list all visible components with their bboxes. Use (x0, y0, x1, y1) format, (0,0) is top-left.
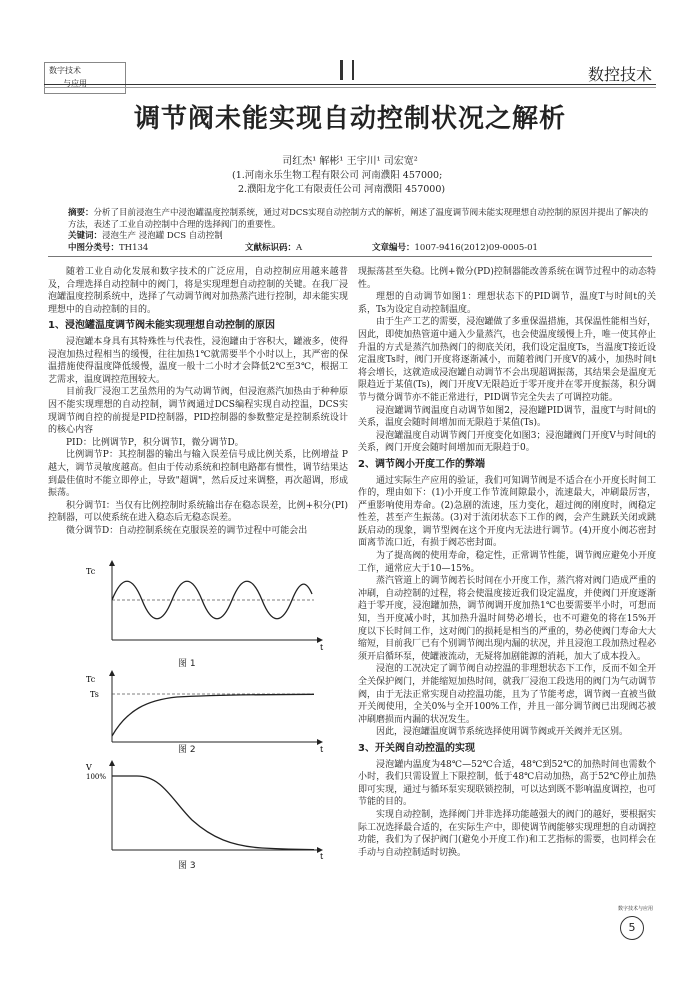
article-title: 调节阀未能实现自动控制状况之解析 (133, 104, 566, 134)
paragraph: 因此，浸泡罐温度调节系统选择使用调节阀或开关阀并无区别。 (376, 727, 629, 738)
paragraph: 蒸汽管道上的调节阀若长时间在小开度工作，蒸汽将对阀门造成严重的冲刷，自动控制的过程，将会使温度接近我们设定温度，并使阀门开度逐渐趋于零开度，浸泡罐加热，调节阀调开度加热1℃也要需要半小时，可想而知，当开度减小时，其加热升温时间势必增长，也不可避免的将在15%开度以下长时间工作，这对阀门的损耗是相当的严重的，势必使阀门寿命大大缩短，目前我厂已有个别调节阀出现内漏的状况，并且浸泡工段加热过程必须开启循环泵，使罐液流动，无疑将加剧能源的消耗，加大了成本投入。 (358, 576, 656, 662)
journal-badge-line1: 数字技术 (49, 66, 81, 75)
figure-1-caption: 图 1 (178, 659, 196, 669)
header-rule (44, 84, 656, 85)
figure-2-plot (82, 670, 332, 752)
section-heading: 2、调节阀小开度工作的弊端 (358, 458, 485, 470)
abstract-text: 分析了目前浸泡生产中浸泡罐温度控制系统，通过对DCS实现自动控制方式的解析，阐述了温度调节阀未能实现理想自动控制的原因并提出了解决的方法，表述了工业自动控制中合理的选择阀门的重要性。 (68, 208, 649, 230)
paragraph: 比例调节P：其控制器的输出与输入误差信号成比例关系，比例增益 P 越大，调节灵敏度越高。但由于传动系统和控制电路都有惯性，调节结果达到最佳值时不能立即停止，导致"超调"，然后反过来调整，再次超调，形成振荡。 (48, 450, 348, 499)
figure-3-caption: 图 3 (178, 861, 196, 871)
paragraph: 理想的自动调节如图1：理想状态下的PID调节，温度T与时间t的关系，Ts为设定自动控制温度。 (358, 292, 656, 315)
keywords (68, 230, 652, 242)
authors: 司红杰¹ 解彬¹ 王宇川¹ 司宏宽² (282, 156, 418, 167)
document-code: 文献标识码：A (245, 243, 303, 253)
header-bar (352, 60, 354, 80)
footer-stamp: 数字技术与应用 (618, 906, 654, 912)
figure-2-setpoint-label: Ts (90, 690, 99, 699)
paragraph: 浸泡罐调节阀温度自动调节如图2，浸泡罐PID调节，温度T与时间t的关系，温度会随时间增加而无限趋于某值(Ts)。 (358, 405, 656, 429)
figure-3-plot (82, 760, 332, 860)
clc-number: 中图分类号：TH134 (68, 243, 149, 253)
paragraph: 随着工业自动化发展和数字技术的广泛应用，自动控制应用越来越普及，合理选择自动控制中的阀门，将是实现理想自动控制的关键。在我厂浸泡罐温度控制系统中，选择了气动调节阀对加热蒸汽进行控制，却未能实现理想中的自动控制的目的。 (48, 267, 348, 315)
abstract (68, 207, 652, 231)
figure-2-caption: 图 2 (178, 745, 196, 755)
figure-2-xlabel: t (320, 745, 324, 752)
affiliation-2: 2.濮阳龙宇化工有限责任公司 河南濮阳 457000) (238, 184, 446, 195)
abstract-divider (48, 256, 652, 257)
keywords-text: 浸泡生产 浸泡罐 DCS 自动控制 (102, 231, 223, 241)
section-heading: 1、浸泡罐温度调节阀未能实现理想自动控制的原因 (48, 320, 275, 332)
y-axis-arrow (109, 670, 115, 676)
figure-1-plot (82, 560, 332, 650)
affiliation-1: (1.河南永乐生物工程有限公司 河南濮阳 457000; (232, 170, 443, 181)
paragraph: 浸泡罐本身具有其特殊性与代表性，浸泡罐由于容积大，罐液多，使得浸泡加热过程相当的缓慢，往往加热1℃就需要半个小时以上，其严密的保温措施使得温度降低缓慢，温度一般十二小时才会降低2℃至3℃，根据工艺需求，温度调控范围较大。 (48, 336, 348, 385)
article-number: 文章编号：1007-9416(2012)09-0005-01 (372, 243, 538, 253)
paragraph: 目前我厂浸泡工艺虽然用的为气动调节阀，但浸泡蒸汽加热由于种种原因不能实现理想的自动控制，调节阀通过DCS编程实现自动控温，DCS实现调节阀自控的前提是PID控制器，PID控制器的参数整定是控制系统设计的核心内容 (48, 387, 348, 436)
keywords-label: 关键词： (68, 231, 103, 241)
paragraph: 通过实际生产应用的验证，我们可知调节阀是不适合在小开度长时间工作的，理由如下：(1)小开度工作节流间隙最小，流速最大，冲刷最厉害，严重影响使用寿命。(2)急剧的流速，压力变化，超过阀的刚度时，阀稳定性差，甚至产生振荡。(3)对于流闭状态下工作的阀，会产生跳跃关闭或跳跃启动的现象，调节型阀在这个开度内无法进行调节。(4)开度小阀芯密封面离节流口近，有损于阀芯密封面。 (358, 475, 656, 549)
abstract-label: 摘要： (68, 208, 94, 218)
left-column (48, 266, 348, 537)
paragraph: 积分调节I：当仅有比例控制时系统输出存在稳态误差，比例+积分(PI)控制器，可以使系统在进入稳态后无稳态误差。 (48, 500, 348, 524)
journal-badge (44, 62, 126, 94)
paragraph: 浸泡罐内温度为48℃—52℃合适，48℃到52℃的加热时间也需数个小时，我们只需设置上下限控制，低于48℃启动加热，高于52℃停止加热即可实现，通过与循环泵实现联锁控制，可以达到既不影响温度调控，也可节能的目的。 (358, 759, 656, 808)
figure-3-ytick: 100% (86, 773, 107, 781)
page-number: 5 (620, 916, 644, 940)
paragraph: 浸泡罐温度自动调节阀门开度变化如图3；浸泡罐阀门开度V与时间t的关系，阀门开度会随时间增加而无限趋于0。 (358, 430, 656, 454)
approach-curve (112, 694, 314, 736)
paragraph: 为了提高阀的使用寿命，稳定性，正常调节性能，调节阀应避免小开度工作，通常应大于10—15%。 (358, 551, 656, 574)
y-axis-arrow (109, 560, 115, 566)
y-axis-arrow (109, 760, 115, 766)
header-bar (340, 60, 343, 80)
figure-1-xlabel: t (320, 643, 324, 650)
section-heading: 3、开关阀自动控温的实现 (358, 742, 475, 754)
figure-3-ylabel: V (86, 763, 92, 772)
right-column (358, 266, 656, 859)
paragraph: 由于生产工艺的需要，浸泡罐做了多重保温措施，其保温性能相当好，因此，即使加热管道中通入少量蒸汽，也会使温度缓慢上升，唯一使其停止升温的方式是蒸汽加热阀门的彻底关闭，我们设定温度Ts，当温度T接近设定温度Ts时，阀门开度将逐渐减小，而随着阀门开度V的减小，加热时间t将会增长，这就造成浸泡罐自动调节不会出现超调振荡，其结果会是温度无限趋近于某值(Ts)，阀门开度V无限趋近于零开度并在零开度振荡，积分调节与微分调节亦不能正常进行，PID调节完全失去了可调控功能。 (358, 317, 656, 403)
section-label: 数控技术 (587, 65, 652, 84)
paragraph: 浸泡的工况决定了调节阀自动控温的非理想状态下工作，反而不如全开全关保护阀门，并能缩短加热时间，就我厂浸泡工段选用的阀门为气动调节阀，由于无法正常实现自动控温功能，且为了节能考虑，调节阀一直被当做开关阀使用，全关0%与全开100%工作，并且一部分调节阀已出现阀芯被冲刷磨损而内漏的状况发生。 (358, 664, 656, 725)
paragraph: 现振荡甚至失稳。比例+微分(PD)控制器能改善系统在调节过程中的动态特性。 (358, 267, 656, 290)
paragraph: 实现自动控制，选择阀门并非选择功能越强大的阀门的越好，要根据实际工况选择最合适的，在实际生产中，即使调节阀能够实现理想的自动调控功能，我们为了保护阀门(避免小开度工作)和工艺指标的需要，也同样会在手动与自动控制适时切换。 (358, 809, 656, 858)
paragraph: 微分调节D：自动控制系统在克服误差的调节过程中可能会出 (66, 525, 308, 536)
header-rule (44, 87, 656, 88)
figure-3-xlabel: t (320, 852, 324, 860)
paragraph: PID：比例调节P，积分调节I，微分调节D。 (66, 437, 244, 448)
valve-opening-curve (112, 776, 314, 850)
figure-1-ylabel: Tc (86, 567, 96, 576)
figure-2-ylabel: Tc (86, 675, 96, 684)
